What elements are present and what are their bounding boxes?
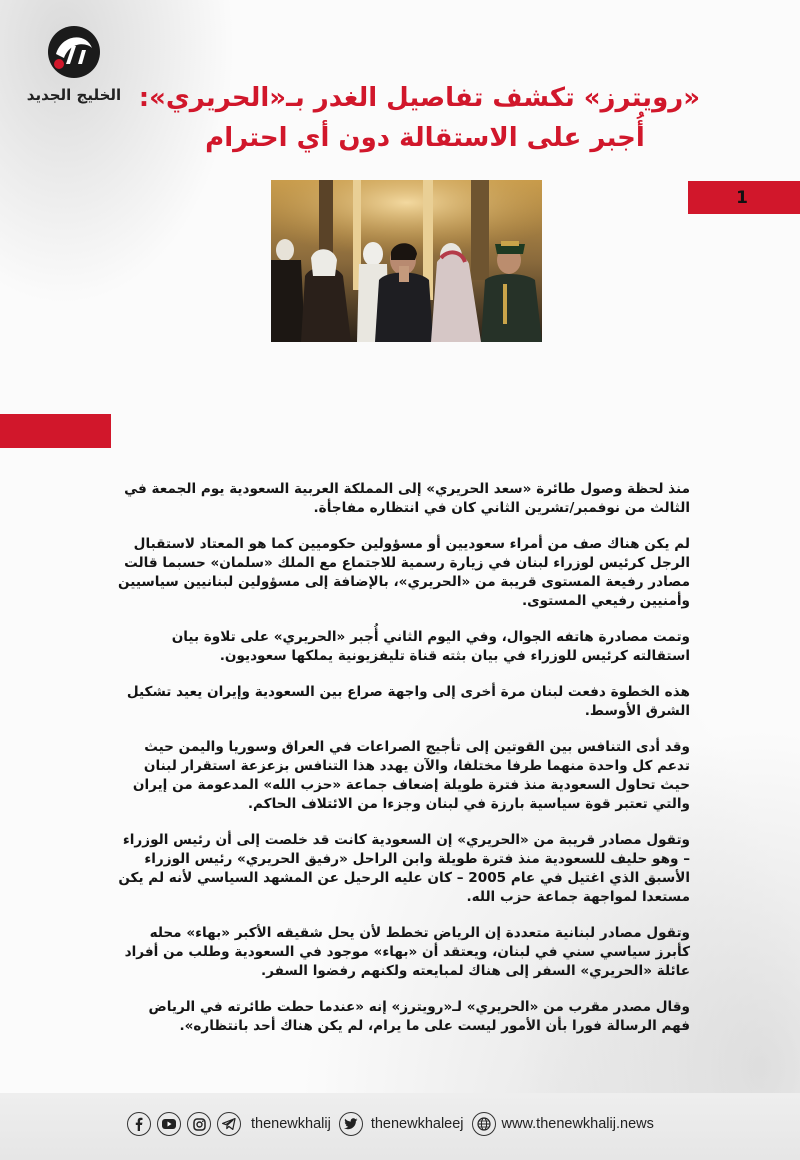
article-paragraph: منذ لحظة وصول طائرة «سعد الحريري» إلى المملكة العربية السعودية يوم الجمعة في الثالث من نوفمبر/تشرين الثاني كان في انتظاره مفاجأة. [124, 481, 690, 516]
website-link[interactable]: www.thenewkhalij.news [501, 1116, 654, 1132]
news-photo [271, 180, 542, 342]
article-paragraph: وتقول مصادر لبنانية متعددة إن الرياض تخطط لأن يحل شقيقه الأكبر «بهاء» محله كأبرز سياسي سني في لبنان، ويعتقد أن «بهاء» موجود في السعودية وطلب من أفراد عائلة «الحريري» السفر إلى هناك لمبايعته ولكنهم رفضوا السفر. [124, 925, 690, 979]
brand-logo-mark [46, 24, 102, 80]
facebook-icon[interactable] [127, 1112, 151, 1136]
twitter-icon[interactable] [339, 1112, 363, 1136]
headline-line-2: أُجبر على الاستقالة دون أي احترام [205, 123, 645, 153]
article-paragraph: وقال مصدر مقرب من «الحريري» لـ«رويترز» إنه «عندما حطت طائرته في الرياض فهم الرسالة فورا بأن الأمور ليست على ما يرام، لم يكن هناك أحد بانتظاره». [148, 999, 690, 1034]
globe-icon[interactable] [472, 1112, 496, 1136]
article-paragraph: وتقول مصادر قريبة من «الحريري» إن السعودية كانت قد خلصت إلى أن رئيس الوزراء – وهو حليف للسعودية منذ فترة طويلة وابن الراحل «رفيق الحريري» رئيس الوزراء الأسبق الذي اغتيل في عام 2005 – كان عليه الرحيل عن المشهد السياسي لأنه لم يكن مستعدا لمواجهة جماعة حزب الله. [118, 832, 690, 905]
social-handle-primary[interactable]: thenewkhalij [251, 1116, 331, 1132]
youtube-icon[interactable] [157, 1112, 181, 1136]
social-handle-secondary[interactable]: thenewkhaleej [370, 1116, 464, 1132]
article-body [118, 480, 690, 1053]
footer-social-row [127, 1110, 697, 1138]
telegram-icon[interactable] [217, 1112, 241, 1136]
news-photo-illustration [271, 180, 542, 342]
instagram-icon[interactable] [187, 1112, 211, 1136]
brand-logo-text: الخليج الجديد [26, 86, 122, 104]
article-paragraph: لم يكن هناك صف من أمراء سعوديين أو مسؤولين حكوميين كما هو المعتاد لاستقبال الرجل كرئيس لوزراء لبنان في زيارة رسمية للاجتماع مع الملك «سلمان» حسبما قالت مصادر رفيعة المستوى قريبة من «الحريري»، بالإضافة إلى مسؤولين لبنانيين سياسيين وأمنيين رفيعي المستوى. [118, 536, 690, 609]
brand-logo[interactable] [24, 24, 124, 114]
headline [138, 78, 700, 158]
article-paragraph: هذه الخطوة دفعت لبنان مرة أخرى إلى واجهة صراع بين السعودية وإيران يعيد تشكيل الشرق الأوسط. [126, 684, 690, 719]
page-marker [688, 181, 800, 214]
page-number: 1 [736, 187, 748, 208]
article-paragraph: وتمت مصادرة هاتفه الجوال، وفي اليوم الثاني أُجبر «الحريري» على تلاوة بيان استقالته كرئيس للوزراء في بيان بثته قناة تليفزيونية يملكها سعوديون. [171, 629, 690, 664]
headline-line-1: «رويترز» تكشف تفاصيل الغدر بـ«الحريري»: [138, 83, 700, 113]
decorative-red-bar [0, 414, 111, 448]
article-paragraph: وقد أدى التنافس بين القوتين إلى تأجيج الصراعات في العراق وسوريا واليمن حيث تدعم كل واحدة منهما طرفا مختلفا، والآن يهدد هذا التنافس بزعزعة استقرار لبنان حيث تحاول السعودية منذ فترة طويلة إضعاف جماعة «حزب الله» المدعومة من إيران والتي تعتبر قوة سياسية بارزة في لبنان وجزءا من الائتلاف الحاكم. [132, 739, 690, 812]
